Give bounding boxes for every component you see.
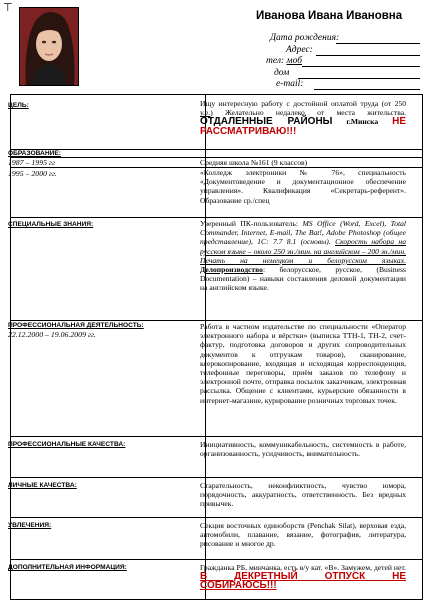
phone-mobile-label: моб	[286, 56, 302, 66]
education-2-period: 1995 – 2000 гг.	[8, 169, 57, 178]
goal-text	[200, 99, 406, 136]
phone-home-line	[298, 78, 420, 79]
address-label: Адрес:	[286, 45, 313, 55]
email-line	[314, 89, 420, 90]
phone-mobile-line	[302, 66, 420, 67]
address-line	[316, 55, 420, 56]
full-name: Иванова Ивана Ивановна	[256, 10, 403, 22]
skills-records-text: : белорусское, русское, (Business Documentation) – навыки составления деловой документации на английском языке.	[200, 265, 406, 293]
phone-label	[266, 56, 302, 66]
email-label: e-mail:	[276, 79, 304, 89]
education-1-period: 1987 – 1995 гг	[8, 158, 56, 167]
additional-info-text	[200, 563, 406, 591]
additional-info-label: ДОПОЛНИТЕЛЬНАЯ ИНФОРМАЦИЯ:	[8, 564, 127, 571]
goal-text-1: Ищу интересную работу с достойной оплатой труда (от 250	[200, 99, 406, 108]
goal-label: ЦЕЛЬ:	[8, 102, 29, 109]
goal-emphasis-1: ОТДАЛЕННЫЕ РАЙОНЫ	[200, 116, 333, 128]
hobbies-text: Секция восточных единоборств (Penchak Silat), верховая езда, автомобили, плавание, вязание, фотография, литература, рисование и многое др.	[200, 521, 406, 549]
additional-info-emphasis: В ДЕКРЕТНЫЙ ОТПУСК НЕ СОБИРАЮСЬ!!!	[200, 571, 406, 592]
profile-photo	[19, 7, 79, 86]
professional-qualities-label: ПРОФЕССИОНАЛЬНЫЕ КАЧЕСТВА:	[8, 441, 126, 448]
goal-city: г.Минска	[346, 117, 379, 127]
hobbies-label: УВЛЕЧЕНИЯ:	[8, 522, 52, 529]
skills-typing-speed: Скорость набора на русском языке – около 250 зн./мин. на английском – 200 зн./мин. Печать на немецком и белорусском языках.	[200, 237, 406, 265]
row-divider-hobby	[11, 559, 422, 560]
row-divider-prof	[11, 477, 422, 478]
skills-text	[200, 219, 406, 293]
goal-text-2: ) Желательно недалеко от места жительства.	[210, 108, 406, 118]
text-cursor-icon: ⊤	[3, 1, 13, 14]
skills-label: СПЕЦИАЛЬНЫЕ ЗНАНИЯ:	[8, 221, 94, 228]
education-2-text: «Колледж электроники № 76», специальность «Документоведение и документационное обеспечение управления». Квалификация «Секретарь-референт». Образование ср./спец	[200, 168, 406, 205]
row-divider-goal	[11, 149, 422, 150]
phone-label-prefix: тел:	[266, 56, 285, 66]
dob-label: Дата рождения:	[270, 33, 340, 43]
row-divider-personal	[11, 517, 422, 518]
skills-records-label: Делопроизводство	[200, 265, 263, 275]
experience-period: 22.12.2000 – 19.06.2009 гг.	[8, 330, 96, 339]
education-1-text: Средняя школа №161 (9 классов)	[200, 158, 308, 167]
experience-text: Работа в частном издательстве по специальности «Оператор электронного набора и вёрстки» (выписка ТТН-1, ТН-2, счет-фактур, подготовка договоров и других сопроводительных документов к отгрузкам товаров), сканирование, ксерокопирование, входящая и исходящая корреспонденция, телефонные переговоры, приём заказов по телефону и электронной почте, отправка посылок заказчикам, электронная рассылка. Общение с клиентами, курьерские обязанности в интернет-магазине, курирование розничных торговых точек.	[200, 322, 406, 405]
dob-line	[336, 43, 420, 44]
personal-qualities-label: ЛИЧНЫЕ КАЧЕСТВА:	[8, 482, 77, 489]
row-divider-skills	[11, 320, 422, 321]
education-label: ОБРАЗОВАНИЕ:	[8, 150, 61, 157]
phone-home-label: дом	[274, 68, 290, 78]
goal-emphasis-2: НЕ РАССМАТРИВАЮ!!!	[200, 116, 406, 137]
additional-info-main: Гражданка РБ, минчанка, есть в/у кат. «В». Замужем, детей нет.	[200, 563, 406, 572]
personal-qualities-text: Старательность, неконфликтность, чувство юмора, порядочность, аккуратность, ответственность. Без вредных привычек.	[200, 481, 406, 509]
row-divider-exp	[11, 436, 422, 437]
row-divider-edu-2	[11, 217, 422, 218]
experience-label: ПРОФЕССИОНАЛЬНАЯ ДЕЯТЕЛЬНОСТЬ:	[8, 322, 144, 329]
skills-software: MS Office (Word, Excel), Total Commander, Internet, E-mail, The Bat!, Adobe Photoshop (общее представление), 1С: 7.7 8.1 (основы).	[200, 219, 407, 247]
goal-currency: у.е.	[200, 108, 211, 118]
professional-qualities-text: Инициативность, коммуникабельность, системность в работе, организованность, усидчивость, внимательность.	[200, 440, 406, 459]
skills-intro: Уверенный ПК-пользователь:	[200, 219, 298, 228]
